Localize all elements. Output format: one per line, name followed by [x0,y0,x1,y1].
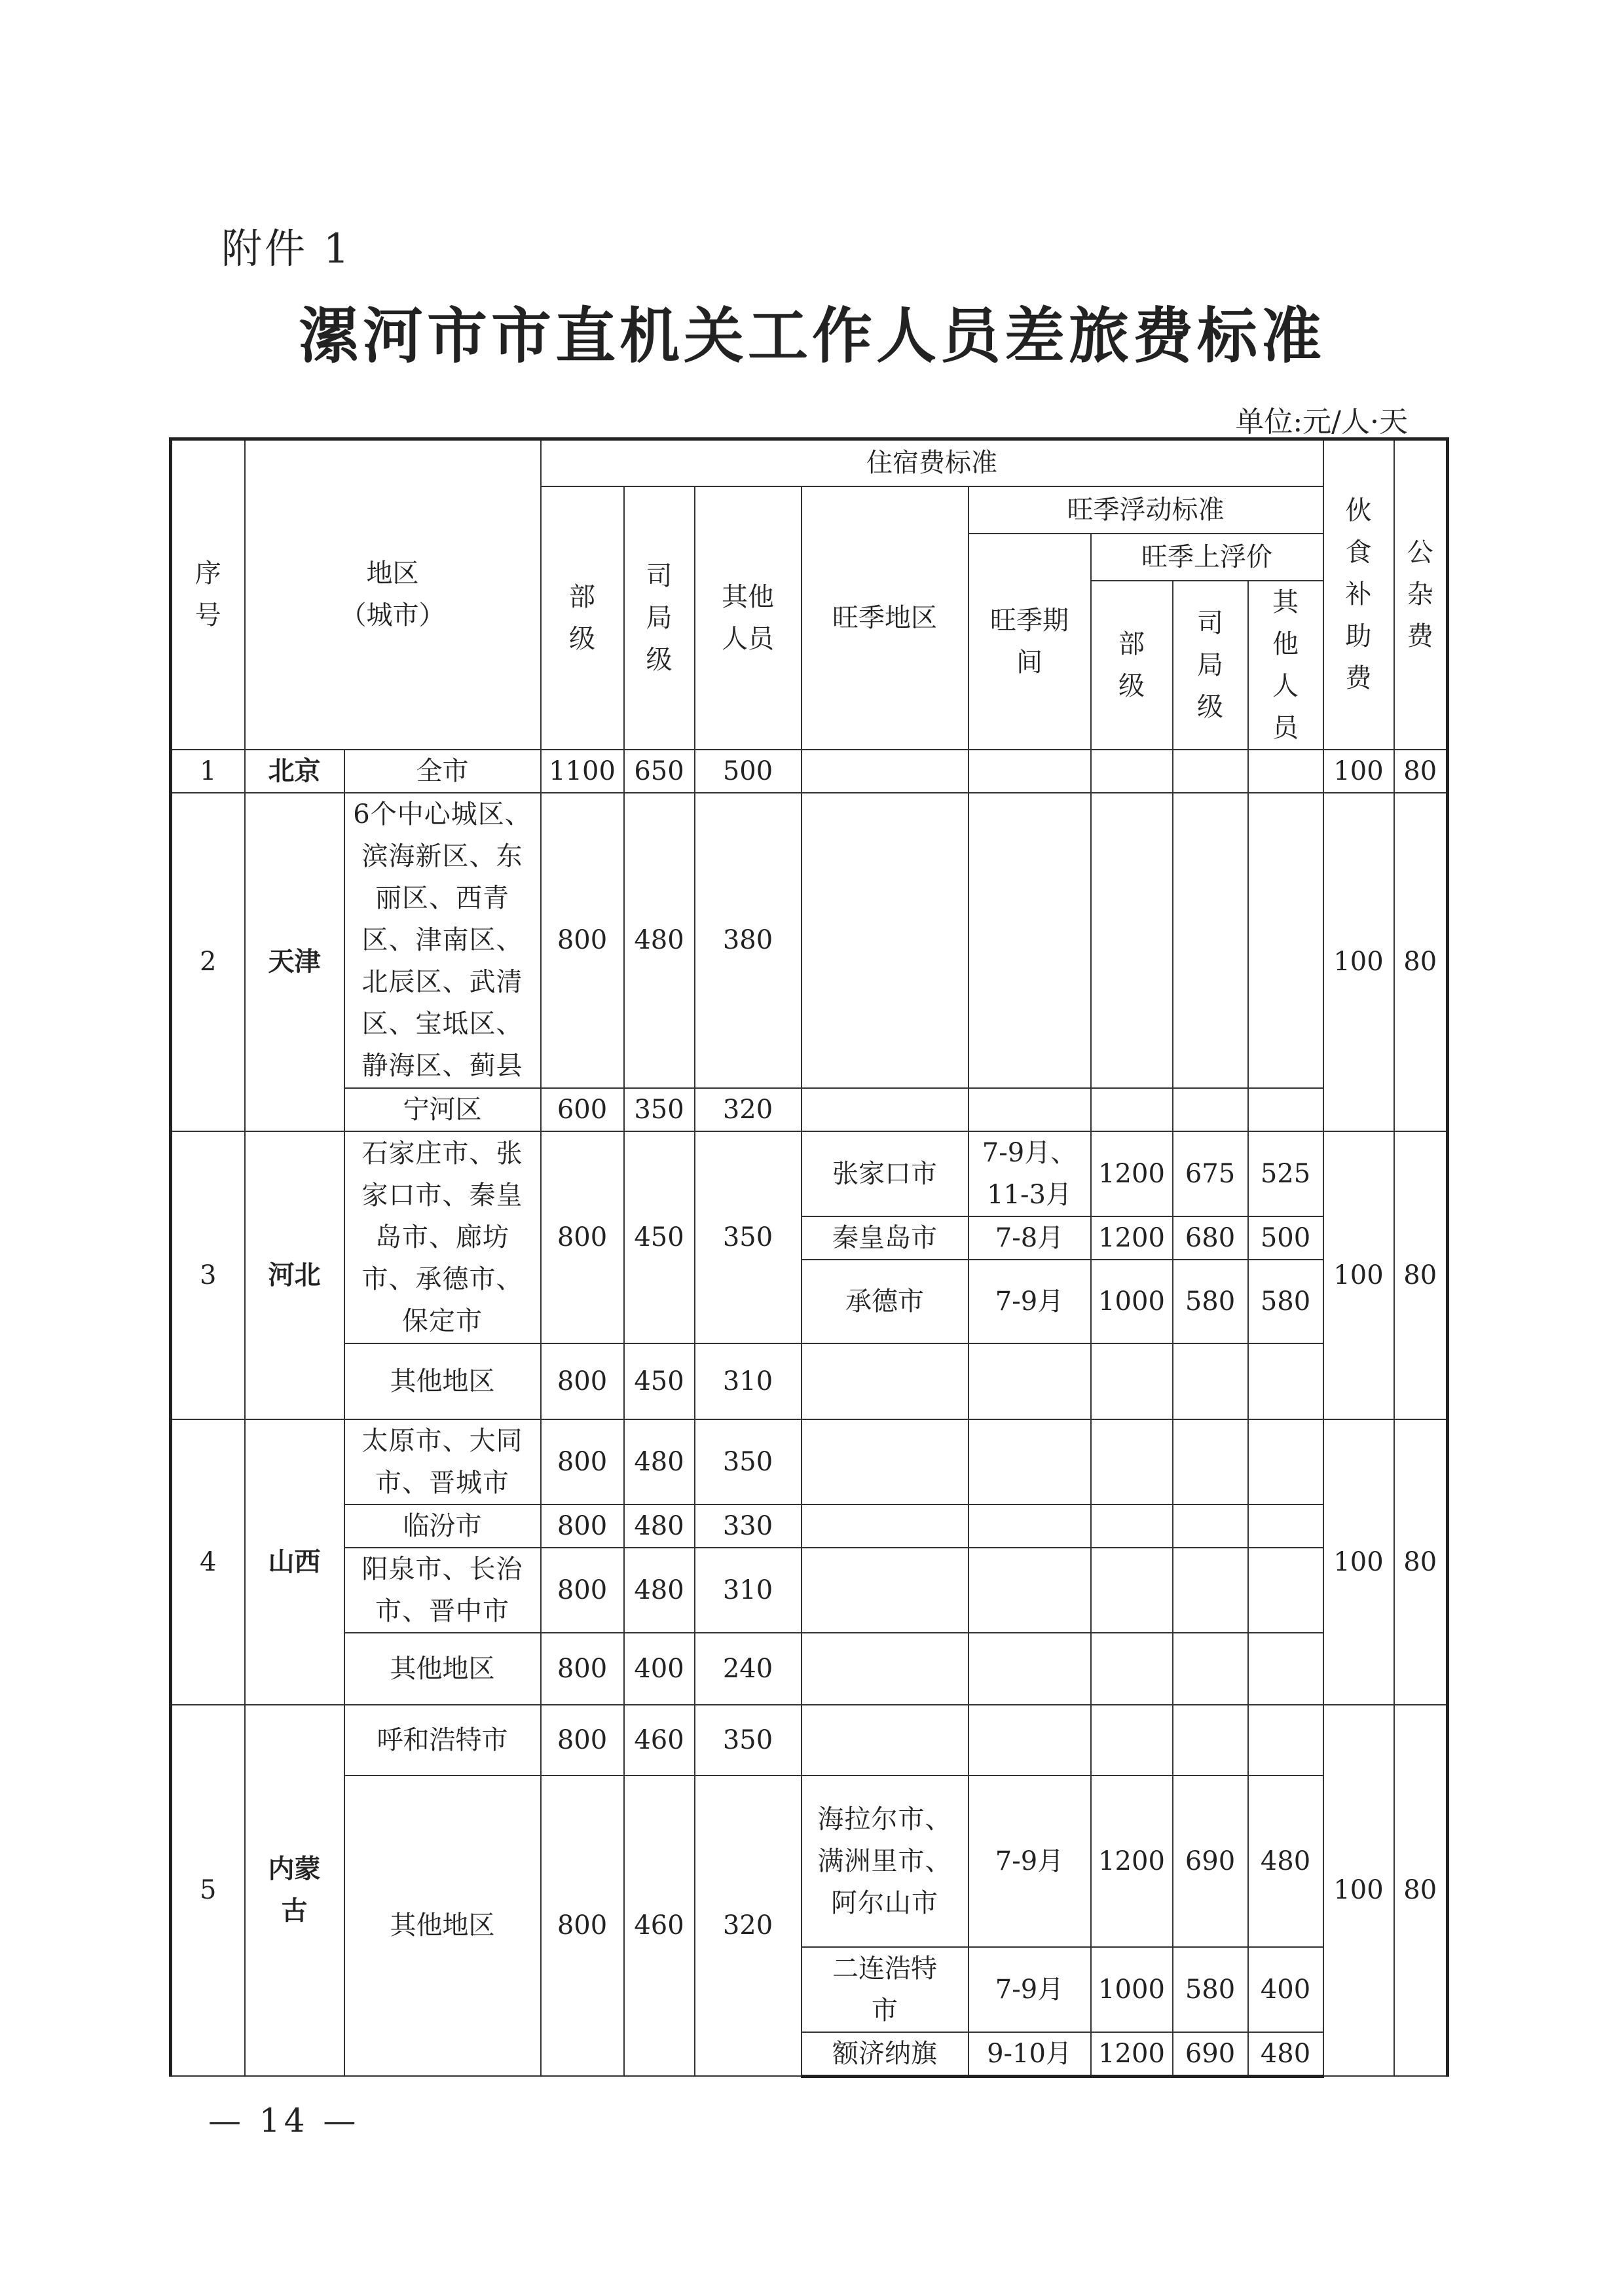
header-up-siju [1173,581,1248,750]
up-siju-cell: 580 [1173,1260,1248,1343]
peak-region-cell [802,1548,969,1633]
header-bu [541,486,624,750]
up-bu-cell [1091,793,1173,1088]
siju-cell: 450 [624,1131,695,1343]
header-up-other [1248,581,1323,750]
up-bu-cell [1091,1633,1173,1705]
header-siju [624,486,695,750]
table-row [171,1088,1448,1131]
up-other-cell: 580 [1248,1260,1323,1343]
bu-cell: 800 [541,1343,624,1419]
table-row [171,1343,1448,1419]
city-cell: 呼和浩特市 [344,1705,541,1776]
up-other-cell: 480 [1248,2032,1323,2077]
up-bu-cell: 1200 [1091,1776,1173,1947]
header-misc [1394,439,1448,750]
other-cell: 350 [695,1419,802,1504]
header-peak-region: 旺季地区 [802,486,969,750]
up-bu-cell [1091,1419,1173,1504]
header-bu-text: 部级 [569,581,595,654]
siju-cell: 480 [624,1504,695,1548]
other-cell: 350 [695,1705,802,1776]
up-bu-cell [1091,1705,1173,1776]
province-cell: 山西 [245,1419,344,1705]
other-cell: 500 [695,750,802,793]
peak-region-cell [802,1343,969,1419]
up-siju-cell [1173,1343,1248,1419]
other-cell: 320 [695,1088,802,1131]
peak-region-cell: 承德市 [802,1260,969,1343]
up-siju-cell: 680 [1173,1216,1248,1260]
misc-cell: 80 [1394,750,1448,793]
siju-cell: 450 [624,1343,695,1419]
city-cell: 其他地区 [344,1776,541,2077]
misc-cell: 80 [1394,1419,1448,1705]
peak-period-cell [969,750,1091,793]
header-up-siju-text: 司局级 [1197,608,1223,722]
bu-cell: 600 [541,1088,624,1131]
up-other-cell: 480 [1248,1776,1323,1947]
up-siju-cell: 580 [1173,1947,1248,2032]
up-other-cell [1248,1088,1323,1131]
header-meal [1323,439,1394,750]
page-number: — 14 — [208,2102,360,2140]
peak-period-cell [969,1504,1091,1548]
peak-region-cell [802,1705,969,1776]
table-row [171,1131,1448,1216]
meal-cell: 100 [1323,793,1394,1131]
table-row [171,750,1448,793]
travel-expense-table [169,437,1449,2078]
meal-cell: 100 [1323,1419,1394,1705]
peak-period-cell [969,1088,1091,1131]
header-seq-text: 序号 [194,558,221,631]
seq-cell: 2 [171,793,245,1131]
up-bu-cell [1091,1548,1173,1633]
misc-cell: 80 [1394,793,1448,1131]
bu-cell: 800 [541,1419,624,1504]
peak-period-cell: 7-9月 [969,1776,1091,1947]
siju-cell: 480 [624,793,695,1088]
up-siju-cell [1173,1705,1248,1776]
province-cell: 天津 [245,793,344,1131]
siju-cell: 480 [624,1548,695,1633]
bu-cell: 800 [541,1776,624,2077]
city-cell: 其他地区 [344,1633,541,1705]
up-other-cell: 525 [1248,1131,1323,1216]
siju-cell: 460 [624,1776,695,2077]
other-cell: 330 [695,1504,802,1548]
table-row [171,1419,1448,1504]
table-row [171,1776,1448,1947]
up-bu-cell: 1000 [1091,1260,1173,1343]
up-other-cell [1248,793,1323,1088]
up-other-cell [1248,1548,1323,1633]
up-other-cell [1248,1705,1323,1776]
up-other-cell [1248,1633,1323,1705]
seq-cell: 3 [171,1131,245,1419]
bu-cell: 1100 [541,750,624,793]
seq-cell: 1 [171,750,245,793]
peak-period-cell [969,1131,1091,1216]
city-cell: 临汾市 [344,1504,541,1548]
up-bu-cell [1091,1504,1173,1548]
peak-region-cell: 秦皇岛市 [802,1216,969,1260]
up-siju-cell [1173,1548,1248,1633]
seq-cell: 4 [171,1419,245,1705]
city-cell: 其他地区 [344,1343,541,1419]
header-region [245,439,541,750]
city-cell: 石家庄市、张家口市、秦皇岛市、廊坊市、承德市、保定市 [344,1131,541,1343]
header-up-other-text: 其他人员 [1272,587,1299,743]
other-cell: 380 [695,793,802,1088]
city-cell: 全市 [344,750,541,793]
city-cell: 宁河区 [344,1088,541,1131]
up-other-cell: 400 [1248,1947,1323,2032]
peak-period-cell [969,793,1091,1088]
header-siju-text: 司局级 [646,560,673,675]
up-bu-cell: 1200 [1091,1131,1173,1216]
header-region-sub: （城市） [340,600,445,631]
up-bu-cell [1091,1088,1173,1131]
peak-region-cell: 海拉尔市、满洲里市、阿尔山市 [802,1776,969,1947]
header-peak-period [969,534,1091,750]
peak-period-cell: 7-8月 [969,1216,1091,1260]
peak-region-cell: 额济纳旗 [802,2032,969,2077]
table-row [171,1633,1448,1705]
city-cell: 太原市、大同市、晋城市 [344,1419,541,1504]
siju-cell: 650 [624,750,695,793]
peak-region-cell [802,793,969,1088]
up-siju-cell [1173,750,1248,793]
header-peak-up: 旺季上浮价 [1091,534,1323,581]
header-lodging: 住宿费标准 [541,439,1323,486]
bu-cell: 800 [541,1705,624,1776]
seq-cell: 5 [171,1705,245,2077]
meal-cell: 100 [1323,1705,1394,2077]
other-cell: 240 [695,1633,802,1705]
peak-region-cell [802,1088,969,1131]
up-siju-cell [1173,1633,1248,1705]
misc-cell: 80 [1394,1131,1448,1419]
bu-cell: 800 [541,793,624,1088]
header-meal-text: 伙食补助费 [1345,496,1372,694]
city-cell: 6个中心城区、滨海新区、东丽区、西青区、津南区、北辰区、武清区、宝坻区、静海区、蓟县 [344,793,541,1088]
peak-period-cell [969,1633,1091,1705]
city-cell: 阳泉市、长治市、晋中市 [344,1548,541,1633]
peak-region-text: 二连浩特市 [832,1953,937,2026]
peak-region-cell [802,1504,969,1548]
peak-period-cell [969,1705,1091,1776]
table-row [171,1548,1448,1633]
up-bu-cell [1091,750,1173,793]
up-siju-cell [1173,1088,1248,1131]
up-siju-cell: 690 [1173,1776,1248,1947]
peak-region-cell [802,750,969,793]
meal-cell: 100 [1323,750,1394,793]
header-seq [171,439,245,750]
attachment-label: 附件 1 [221,225,352,272]
bu-cell: 800 [541,1131,624,1343]
header-region-text: 地区 [366,558,419,589]
document-title: 漯河市市直机关工作人员差旅费标准 [298,301,1325,371]
peak-period-cell: 7-9月 [969,1947,1091,2032]
province-cell: 北京 [245,750,344,793]
header-peak-float: 旺季浮动标准 [969,486,1323,534]
other-cell: 320 [695,1776,802,2077]
up-bu-cell: 1200 [1091,1216,1173,1260]
up-siju-cell [1173,793,1248,1088]
province-text: 内蒙古 [268,1853,321,1927]
up-other-cell [1248,1419,1323,1504]
header-peak-period-text: 旺季期间 [990,605,1069,678]
up-siju-cell: 675 [1173,1131,1248,1216]
up-other-cell [1248,750,1323,793]
header-up-bu-text: 部级 [1118,629,1145,701]
province-cell [245,1705,344,2077]
peak-period-cell [969,1548,1091,1633]
up-siju-cell [1173,1504,1248,1548]
other-cell: 310 [695,1548,802,1633]
bu-cell: 800 [541,1504,624,1548]
unit-note: 单位:元/人·天 [1235,405,1408,439]
siju-cell: 400 [624,1633,695,1705]
misc-cell: 80 [1394,1705,1448,2077]
header-up-bu [1091,581,1173,750]
peak-period-cell: 9-10月 [969,2032,1091,2077]
header-other [695,486,802,750]
table-row [171,1705,1448,1776]
peak-region-cell [802,1633,969,1705]
bu-cell: 800 [541,1548,624,1633]
up-other-cell [1248,1343,1323,1419]
siju-cell: 460 [624,1705,695,1776]
peak-period-text: 7-9月、11-3月 [982,1137,1077,1210]
table-row [171,793,1448,1088]
up-bu-cell [1091,1343,1173,1419]
up-bu-cell: 1200 [1091,2032,1173,2077]
other-cell: 310 [695,1343,802,1419]
up-other-cell: 500 [1248,1216,1323,1260]
up-siju-cell [1173,1419,1248,1504]
up-bu-cell: 1000 [1091,1947,1173,2032]
table-row [171,1504,1448,1548]
peak-region-cell [802,1419,969,1504]
bu-cell: 800 [541,1633,624,1705]
peak-period-cell: 7-9月 [969,1260,1091,1343]
siju-cell: 350 [624,1088,695,1131]
other-cell: 350 [695,1131,802,1343]
meal-cell: 100 [1323,1131,1394,1419]
siju-cell: 480 [624,1419,695,1504]
up-other-cell [1248,1504,1323,1548]
peak-period-cell [969,1343,1091,1419]
peak-period-cell [969,1419,1091,1504]
peak-region-cell: 张家口市 [802,1131,969,1216]
up-siju-cell: 690 [1173,2032,1248,2077]
peak-region-cell [802,1947,969,2032]
header-other-text: 其他人员 [722,581,774,654]
header-misc-text: 公杂费 [1407,538,1433,652]
province-cell: 河北 [245,1131,344,1419]
